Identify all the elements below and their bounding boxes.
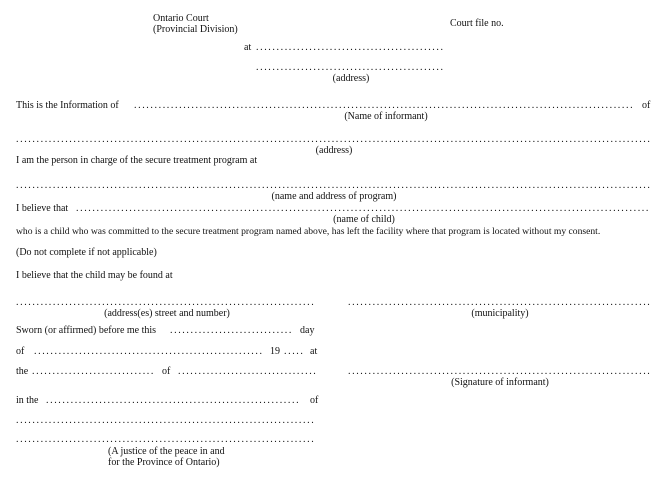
justice-caption-line1: (A justice of the peace in and bbox=[108, 446, 225, 457]
informant-name-field[interactable]: .......................................................................................................................... bbox=[134, 100, 635, 111]
sworn-day-field[interactable]: .............................. bbox=[170, 325, 293, 336]
year-prefix: 19 bbox=[270, 346, 280, 357]
program-caption: (name and address of program) bbox=[271, 191, 397, 202]
place-of-label: of bbox=[162, 366, 171, 377]
informant-signature-caption: (Signature of informant) bbox=[451, 377, 549, 388]
program-statement: I am the person in charge of the secure treatment program at bbox=[16, 155, 258, 166]
program-field[interactable]: ........................................................................................................................................................... bbox=[16, 180, 652, 191]
sworn-intro: Sworn (or affirmed) before me this bbox=[16, 325, 157, 336]
informant-of-label: of bbox=[642, 100, 651, 111]
sworn-region-type-field[interactable]: .............................................................. bbox=[46, 395, 301, 406]
municipality-field[interactable]: .......................................................................... bbox=[348, 297, 652, 308]
court-file-no-label: Court file no. bbox=[450, 18, 504, 29]
court-address-field[interactable]: .............................................. bbox=[256, 62, 445, 73]
not-applicable-note: (Do not complete if not applicable) bbox=[16, 247, 157, 258]
court-name: Ontario Court bbox=[153, 13, 209, 24]
at-location-field[interactable]: .............................................. bbox=[256, 42, 445, 53]
sworn-place-name-field[interactable]: .................................. bbox=[178, 366, 318, 377]
region-of-label: of bbox=[310, 395, 319, 406]
street-address-field[interactable]: ......................................................................... bbox=[16, 297, 316, 308]
court-address-caption: (address) bbox=[332, 73, 370, 84]
informant-address-caption: (address) bbox=[315, 145, 353, 156]
justice-caption-line2: for the Province of Ontario) bbox=[108, 457, 220, 468]
informant-name-caption: (Name of informant) bbox=[344, 111, 428, 122]
child-name-caption: (name of child) bbox=[333, 214, 395, 225]
child-name-field[interactable]: ............................................................................................................................................ bbox=[76, 203, 650, 214]
information-intro: This is the Information of bbox=[16, 100, 119, 111]
the-label: the bbox=[16, 366, 29, 377]
sworn-at-label: at bbox=[310, 346, 318, 357]
belief-statement: who is a child who was committed to the secure treatment program named above, has left the facility where that program is located without my consent. bbox=[16, 226, 601, 237]
sworn-month-field[interactable]: ........................................................ bbox=[34, 346, 264, 357]
at-label: at bbox=[244, 42, 252, 53]
informant-address-field[interactable]: ........................................................................................................................................................... bbox=[16, 134, 652, 145]
justice-signature-field[interactable]: ......................................................................... bbox=[16, 434, 316, 445]
sworn-year-field[interactable]: ..... bbox=[284, 346, 305, 357]
street-address-caption: (address(es) street and number) bbox=[104, 308, 230, 319]
court-division: (Provincial Division) bbox=[153, 24, 238, 35]
in-the-label: in the bbox=[16, 395, 39, 406]
sworn-region-name-field[interactable]: ......................................................................... bbox=[16, 415, 316, 426]
day-label: day bbox=[300, 325, 315, 336]
belief-intro: I believe that bbox=[16, 203, 69, 214]
informant-signature-field[interactable]: .......................................................................... bbox=[348, 366, 652, 377]
month-of-label: of bbox=[16, 346, 25, 357]
municipality-caption: (municipality) bbox=[471, 308, 529, 319]
location-statement: I believe that the child may be found at bbox=[16, 270, 173, 281]
sworn-place-type-field[interactable]: .............................. bbox=[32, 366, 155, 377]
